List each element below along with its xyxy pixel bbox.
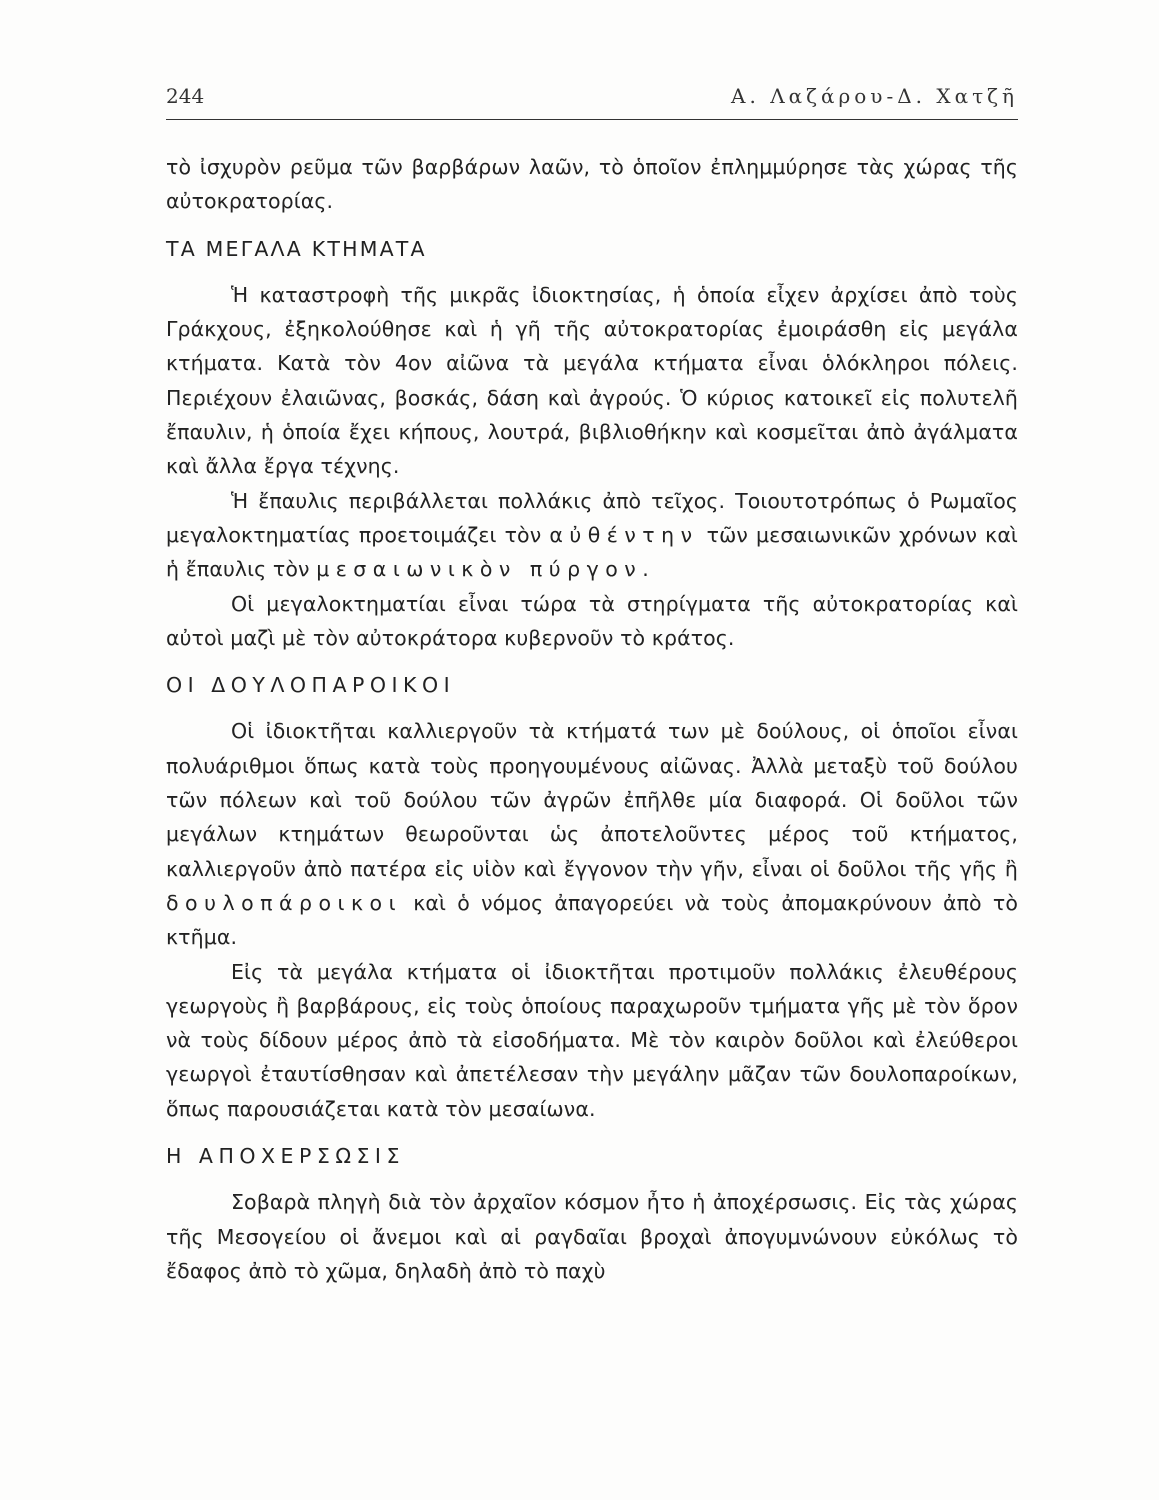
text-run: Οἱ ἰδιοκτῆται καλλιεργοῦν τὰ κτήματά των μὲ δούλους, οἱ ὁποῖοι εἶναι πολυάριθμοι ὅπως κατὰ τοὺς προηγουμένους αἰῶνας. Ἀλλὰ μεταξὺ τοῦ δούλου τῶν πόλεων καὶ τοῦ δούλου τῶν ἀγρῶν ἐπῆλθε μία διαφορά. Οἱ δοῦλοι τῶν μεγάλων κτημάτων θεωροῦνται ὡς ἀποτελοῦντες μέρος τοῦ κτήματος, καλλιεργοῦν ἀπὸ πατέρα εἰς υἱὸν καὶ ἔγγονον τὴν γῆν, εἶναι οἱ δοῦλοι τῆς γῆς ἢ: [166, 719, 1018, 881]
paragraph: Ἡ καταστροφὴ τῆς μικρᾶς ἰδιοκτησίας, ἡ ὁποία εἶχεν ἀρχίσει ἀπὸ τοὺς Γράκχους, ἐξηκολούθησε καὶ ἡ γῆ τῆς αὐτοκρατορίας ἐμοιράσθη εἰς μεγάλα κτήματα. Κατὰ τὸν 4ον αἰῶνα τὰ μεγάλα κτήματα εἶναι ὁλόκληροι πόλεις. Περιέχουν ἐλαιῶνας, βοσκάς, δάση καὶ ἀγρούς. Ὁ κύριος κατοικεῖ εἰς πολυτελῆ ἔπαυλιν, ἡ ὁποία ἔχει κήπους, λουτρά, βιβλιοθήκην καὶ κοσμεῖται ἀπὸ ἀγάλματα καὶ ἄλλα ἔργα τέχνης.: [166, 282, 1018, 479]
page-number: 244: [166, 84, 205, 108]
spaced-emphasis: μεσαιωνικὸν πύργον.: [316, 557, 656, 582]
section-heading: ΟΙ ΔΟΥΛΟΠΑΡΟΙΚΟΙ: [166, 673, 456, 698]
text-run: καὶ ὁ νόμος ἀπαγορεύει νὰ τοὺς ἀπομακρύνουν ἀπὸ τὸ κτῆμα.: [166, 890, 1018, 950]
text-run: Ἡ ἔπαυλις περιβάλλεται πολλάκις ἀπὸ τεῖχος. Τοιουτοτρόπως ὁ Ρωμαῖος μεγαλοκτηματίας προετοιμάζει τὸν: [166, 488, 1018, 547]
header-rule: [166, 119, 1018, 120]
section-heading: Η ΑΠΟΧΕΡΣΩΣΙΣ: [166, 1144, 405, 1169]
spaced-emphasis: δουλοπάροικοι: [166, 890, 403, 915]
running-header: [166, 84, 1018, 108]
section-heading: ΤΑ ΜΕΓΑΛΑ ΚΤΗΜΑΤΑ: [166, 236, 427, 261]
spaced-emphasis: αὐθέντην: [549, 522, 699, 547]
text-run: τῶν μεσαιωνικῶν χρόνων καὶ ἡ ἔπαυλις τὸν: [166, 522, 1018, 582]
running-author: Α. Λαζάρου-Δ. Χατζῆ: [731, 84, 1018, 108]
paragraph: Σοβαρὰ πληγὴ διὰ τὸν ἀρχαῖον κόσμον ἦτο ἡ ἀποχέρσωσις. Εἰς τὰς χώρας τῆς Μεσογείου οἱ ἄνεμοι καὶ αἱ ραγδαῖαι βροχαὶ ἀπογυμνώνουν εὐκόλως τὸ ἔδαφος ἀπὸ τὸ χῶμα, δηλαδὴ ἀπὸ τὸ παχὺ: [166, 1190, 1018, 1283]
paragraph: [166, 714, 1018, 954]
paragraph: τὸ ἰσχυρὸν ρεῦμα τῶν βαρβάρων λαῶν, τὸ ὁποῖον ἐπλημμύρησε τὰς χώρας τῆς αὐτοκρατορίας.: [166, 155, 1018, 214]
page-body: [166, 150, 1018, 1288]
paragraph: Εἰς τὰ μεγάλα κτήματα οἱ ἰδιοκτῆται προτιμοῦν πολλάκις ἐλευθέρους γεωργοὺς ἢ βαρβάρους, εἰς τοὺς ὁποίους παραχωροῦν τμήματα γῆς μὲ τὸν ὅρον νὰ τοὺς δίδουν μέρος ἀπὸ τὰ εἰσοδήματα. Μὲ τὸν καιρὸν δοῦλοι καὶ ἐλεύθεροι γεωργοὶ ἐταυτίσθησαν καὶ ἀπετέλεσαν τὴν μεγάλην μᾶζαν τῶν δουλοπαροίκων, ὅπως παρουσιάζεται κατὰ τὸν μεσαίωνα.: [166, 959, 1018, 1121]
paragraph: [166, 484, 1018, 587]
paragraph: Οἱ μεγαλοκτηματίαι εἶναι τώρα τὰ στηρίγματα τῆς αὐτοκρατορίας καὶ αὐτοὶ μαζὶ μὲ τὸν αὐτοκράτορα κυβερνοῦν τὸ κράτος.: [166, 591, 1018, 650]
